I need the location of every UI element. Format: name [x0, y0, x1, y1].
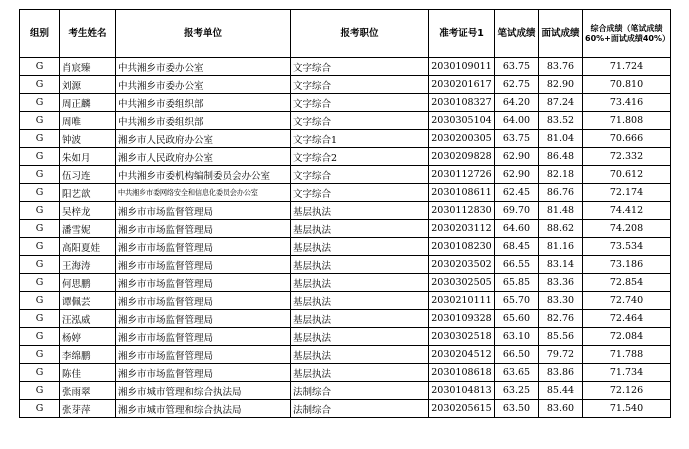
- cell-unit: 湘乡市城市管理和综合执法局: [116, 382, 291, 400]
- cell-group: G: [20, 94, 60, 112]
- table-row: [20, 112, 671, 130]
- cell-unit: 湘乡市人民政府办公室: [116, 130, 291, 148]
- cell-total: 72.174: [583, 184, 671, 202]
- cell-ticket: 2030305104: [429, 112, 495, 130]
- header-total: 综合成绩（笔试成绩60%+面试成绩40%）: [583, 10, 671, 58]
- cell-unit: 中共湘乡市委办公室: [116, 58, 291, 76]
- cell-interview: 83.30: [539, 292, 583, 310]
- table-row: [20, 76, 671, 94]
- cell-group: G: [20, 310, 60, 328]
- cell-written: 62.90: [495, 148, 539, 166]
- cell-position: 基层执法: [291, 346, 429, 364]
- cell-name: 钟波: [60, 130, 116, 148]
- cell-written: 62.45: [495, 184, 539, 202]
- cell-group: G: [20, 148, 60, 166]
- table-row: [20, 202, 671, 220]
- cell-name: 王海涛: [60, 256, 116, 274]
- cell-written: 64.60: [495, 220, 539, 238]
- cell-interview: 88.62: [539, 220, 583, 238]
- cell-ticket: 2030204512: [429, 346, 495, 364]
- cell-total: 70.612: [583, 166, 671, 184]
- cell-interview: 83.86: [539, 364, 583, 382]
- cell-written: 64.00: [495, 112, 539, 130]
- cell-group: G: [20, 112, 60, 130]
- cell-total: 72.332: [583, 148, 671, 166]
- header-group: 组别: [20, 10, 60, 58]
- table-row: [20, 238, 671, 256]
- table-row: [20, 256, 671, 274]
- cell-ticket: 2030205615: [429, 400, 495, 418]
- cell-unit: 湘乡市市场监督管理局: [116, 274, 291, 292]
- table-row: [20, 130, 671, 148]
- cell-interview: 86.76: [539, 184, 583, 202]
- header-ticket: 准考证号1: [429, 10, 495, 58]
- cell-name: 汪泓威: [60, 310, 116, 328]
- cell-position: 文字综合: [291, 184, 429, 202]
- cell-group: G: [20, 58, 60, 76]
- cell-unit: 湘乡市市场监督管理局: [116, 256, 291, 274]
- cell-interview: 85.44: [539, 382, 583, 400]
- cell-position: 文字综合: [291, 76, 429, 94]
- cell-ticket: 2030302505: [429, 274, 495, 292]
- cell-total: 71.734: [583, 364, 671, 382]
- cell-position: 法制综合: [291, 382, 429, 400]
- cell-total: 72.126: [583, 382, 671, 400]
- cell-unit: 中共湘乡市委机构编制委员会办公室: [116, 166, 291, 184]
- cell-name: 潘雪妮: [60, 220, 116, 238]
- cell-interview: 81.16: [539, 238, 583, 256]
- cell-ticket: 2030109011: [429, 58, 495, 76]
- cell-total: 73.534: [583, 238, 671, 256]
- cell-name: 伍习连: [60, 166, 116, 184]
- table-row: [20, 94, 671, 112]
- cell-interview: 83.14: [539, 256, 583, 274]
- cell-ticket: 2030108618: [429, 364, 495, 382]
- cell-name: 肖宸臻: [60, 58, 116, 76]
- cell-position: 文字综合: [291, 94, 429, 112]
- cell-total: 71.808: [583, 112, 671, 130]
- cell-name: 谭佩芸: [60, 292, 116, 310]
- cell-ticket: 2030108327: [429, 94, 495, 112]
- cell-group: G: [20, 292, 60, 310]
- cell-name: 李绵鹏: [60, 346, 116, 364]
- table-row: [20, 310, 671, 328]
- cell-written: 66.55: [495, 256, 539, 274]
- cell-interview: 85.56: [539, 328, 583, 346]
- cell-position: 文字综合: [291, 58, 429, 76]
- cell-total: 70.810: [583, 76, 671, 94]
- cell-group: G: [20, 328, 60, 346]
- cell-interview: 83.36: [539, 274, 583, 292]
- cell-name: 陈佳: [60, 364, 116, 382]
- cell-interview: 83.76: [539, 58, 583, 76]
- header-name: 考生姓名: [60, 10, 116, 58]
- cell-written: 63.50: [495, 400, 539, 418]
- cell-position: 基层执法: [291, 220, 429, 238]
- table-row: [20, 346, 671, 364]
- table-row: [20, 292, 671, 310]
- cell-written: 65.70: [495, 292, 539, 310]
- cell-interview: 82.90: [539, 76, 583, 94]
- cell-unit: 湘乡市城市管理和综合执法局: [116, 400, 291, 418]
- cell-ticket: 2030108230: [429, 238, 495, 256]
- cell-position: 基层执法: [291, 238, 429, 256]
- cell-total: 71.724: [583, 58, 671, 76]
- cell-written: 64.20: [495, 94, 539, 112]
- cell-name: 何思鹏: [60, 274, 116, 292]
- cell-name: 高阳夏娃: [60, 238, 116, 256]
- cell-interview: 81.04: [539, 130, 583, 148]
- cell-written: 62.75: [495, 76, 539, 94]
- cell-written: 66.50: [495, 346, 539, 364]
- cell-position: 基层执法: [291, 364, 429, 382]
- cell-group: G: [20, 238, 60, 256]
- cell-written: 65.85: [495, 274, 539, 292]
- cell-name: 阳艺歆: [60, 184, 116, 202]
- cell-group: G: [20, 256, 60, 274]
- cell-total: 71.540: [583, 400, 671, 418]
- results-table: [19, 9, 671, 418]
- cell-unit: 中共湘乡市委办公室: [116, 76, 291, 94]
- cell-group: G: [20, 220, 60, 238]
- cell-total: 72.464: [583, 310, 671, 328]
- cell-position: 法制综合: [291, 400, 429, 418]
- cell-group: G: [20, 184, 60, 202]
- cell-unit: 湘乡市市场监督管理局: [116, 202, 291, 220]
- cell-position: 文字综合: [291, 112, 429, 130]
- cell-group: G: [20, 202, 60, 220]
- cell-written: 62.90: [495, 166, 539, 184]
- cell-total: 74.208: [583, 220, 671, 238]
- cell-position: 基层执法: [291, 310, 429, 328]
- cell-name: 周唯: [60, 112, 116, 130]
- header-position: 报考职位: [291, 10, 429, 58]
- cell-name: 张雨翠: [60, 382, 116, 400]
- cell-ticket: 2030112830: [429, 202, 495, 220]
- cell-position: 文字综合: [291, 166, 429, 184]
- cell-unit: 湘乡市人民政府办公室: [116, 148, 291, 166]
- cell-total: 70.666: [583, 130, 671, 148]
- cell-group: G: [20, 346, 60, 364]
- cell-unit: 湘乡市市场监督管理局: [116, 292, 291, 310]
- cell-group: G: [20, 166, 60, 184]
- cell-name: 杨婷: [60, 328, 116, 346]
- cell-name: 朱如月: [60, 148, 116, 166]
- cell-ticket: 2030108611: [429, 184, 495, 202]
- cell-total: 72.740: [583, 292, 671, 310]
- cell-total: 72.084: [583, 328, 671, 346]
- cell-total: 72.854: [583, 274, 671, 292]
- cell-position: 基层执法: [291, 256, 429, 274]
- cell-total: 71.788: [583, 346, 671, 364]
- cell-interview: 83.60: [539, 400, 583, 418]
- cell-group: G: [20, 400, 60, 418]
- cell-group: G: [20, 364, 60, 382]
- cell-ticket: 2030201617: [429, 76, 495, 94]
- cell-interview: 79.72: [539, 346, 583, 364]
- cell-total: 74.412: [583, 202, 671, 220]
- header-row: [20, 10, 671, 58]
- cell-written: 63.10: [495, 328, 539, 346]
- cell-unit: 湘乡市市场监督管理局: [116, 238, 291, 256]
- cell-interview: 86.48: [539, 148, 583, 166]
- cell-written: 63.75: [495, 58, 539, 76]
- cell-ticket: 2030112726: [429, 166, 495, 184]
- cell-position: 基层执法: [291, 292, 429, 310]
- table-row: [20, 220, 671, 238]
- cell-group: G: [20, 382, 60, 400]
- cell-ticket: 2030200305: [429, 130, 495, 148]
- header-written: 笔试成绩: [495, 10, 539, 58]
- cell-ticket: 2030209828: [429, 148, 495, 166]
- cell-name: 刘源: [60, 76, 116, 94]
- table-row: [20, 184, 671, 202]
- cell-name: 吴梓龙: [60, 202, 116, 220]
- cell-ticket: 2030203112: [429, 220, 495, 238]
- cell-interview: 82.76: [539, 310, 583, 328]
- cell-unit: 中共湘乡市委组织部: [116, 112, 291, 130]
- table-row: [20, 58, 671, 76]
- cell-position: 基层执法: [291, 202, 429, 220]
- cell-ticket: 2030210111: [429, 292, 495, 310]
- cell-interview: 82.18: [539, 166, 583, 184]
- header-interview: 面试成绩: [539, 10, 583, 58]
- cell-ticket: 2030104813: [429, 382, 495, 400]
- cell-written: 63.75: [495, 130, 539, 148]
- cell-ticket: 2030109328: [429, 310, 495, 328]
- cell-written: 63.25: [495, 382, 539, 400]
- cell-written: 68.45: [495, 238, 539, 256]
- cell-group: G: [20, 76, 60, 94]
- table-row: [20, 364, 671, 382]
- cell-written: 63.65: [495, 364, 539, 382]
- cell-total: 73.416: [583, 94, 671, 112]
- table-row: [20, 166, 671, 184]
- cell-name: 周正麟: [60, 94, 116, 112]
- cell-name: 张芽萍: [60, 400, 116, 418]
- cell-interview: 81.48: [539, 202, 583, 220]
- table-row: [20, 148, 671, 166]
- cell-unit: 湘乡市市场监督管理局: [116, 364, 291, 382]
- cell-total: 73.186: [583, 256, 671, 274]
- cell-unit: 湘乡市市场监督管理局: [116, 220, 291, 238]
- cell-position: 文字综合1: [291, 130, 429, 148]
- cell-ticket: 2030203502: [429, 256, 495, 274]
- table-row: [20, 274, 671, 292]
- cell-written: 65.60: [495, 310, 539, 328]
- header-unit: 报考单位: [116, 10, 291, 58]
- cell-unit: 湘乡市市场监督管理局: [116, 310, 291, 328]
- table-row: [20, 382, 671, 400]
- table-row: [20, 400, 671, 418]
- cell-interview: 87.24: [539, 94, 583, 112]
- cell-unit: 湘乡市市场监督管理局: [116, 346, 291, 364]
- results-sheet: [19, 9, 671, 418]
- cell-unit: 中共湘乡市委组织部: [116, 94, 291, 112]
- table-row: [20, 328, 671, 346]
- cell-position: 基层执法: [291, 328, 429, 346]
- cell-position: 文字综合2: [291, 148, 429, 166]
- cell-ticket: 2030302518: [429, 328, 495, 346]
- cell-position: 基层执法: [291, 274, 429, 292]
- cell-unit: 中共湘乡市委网络安全和信息化委员会办公室: [116, 184, 291, 202]
- cell-interview: 83.52: [539, 112, 583, 130]
- cell-group: G: [20, 274, 60, 292]
- cell-unit: 湘乡市市场监督管理局: [116, 328, 291, 346]
- cell-written: 69.70: [495, 202, 539, 220]
- cell-group: G: [20, 130, 60, 148]
